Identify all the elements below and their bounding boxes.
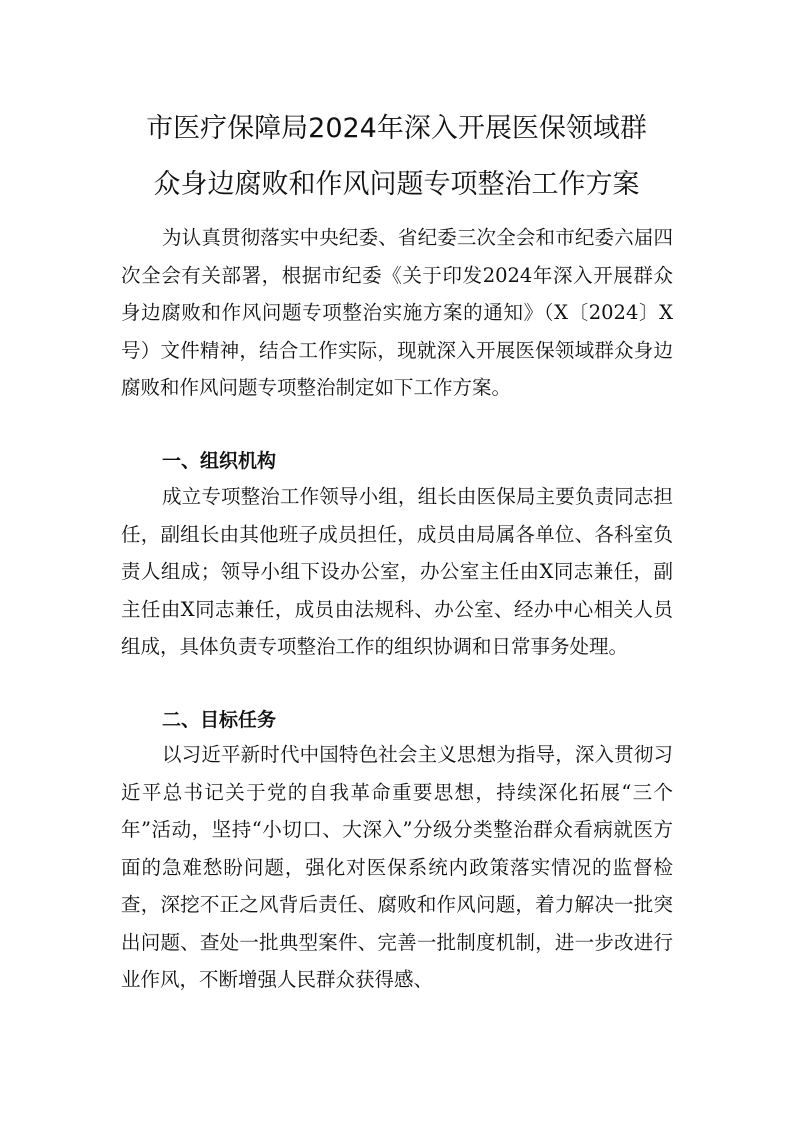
section-body-organization: 成立专项整治工作领导小组，组长由医保局主要负责同志担任，副组长由其他班子成员担任，成员由局属各单位、各科室负责人组成；领导小组下设办公室，办公室主任由X同志兼任，副主任由X同志兼任，成员由法规科、办公室、经办中心相关人员组成，具体负责专项整治工作的组织协调和日常事务处理。: [121, 485, 673, 658]
section-body-objectives: 以习近平新时代中国特色社会主义思想为指导，深入贯彻习近平总书记关于党的自我革命重要思想，持续深化拓展“三个年”活动，坚持“小切口、大深入”分级分类整治群众看病就医方面的急难愁盼问题，强化对医保系统内政策落实情况的监督检查，深挖不正之风背后责任、腐败和作风问题，着力解决一批突出问题、查处一批典型案件、完善一批制度机制，进一步改进行业作风，不断增强人民群众获得感、: [121, 743, 673, 991]
section-heading-organization: 一、组织机构: [162, 450, 277, 472]
intro-paragraph: 为认真贯彻落实中央纪委、省纪委三次全会和市纪委六届四次全会有关部署，根据市纪委《关于印发2024年深入开展群众身边腐败和作风问题专项整治实施方案的通知》（X〔2024〕X号）文件精神，结合工作实际，现就深入开展医保领域群众身边腐败和作风问题专项整治制定如下工作方案。: [121, 226, 673, 399]
document-title-line-2: 众身边腐败和作风问题专项整治工作方案: [153, 169, 640, 200]
section-heading-objectives: 二、目标任务: [162, 709, 277, 731]
document-title-line-1: 市医疗保障局2024年深入开展医保领域群: [146, 113, 647, 144]
